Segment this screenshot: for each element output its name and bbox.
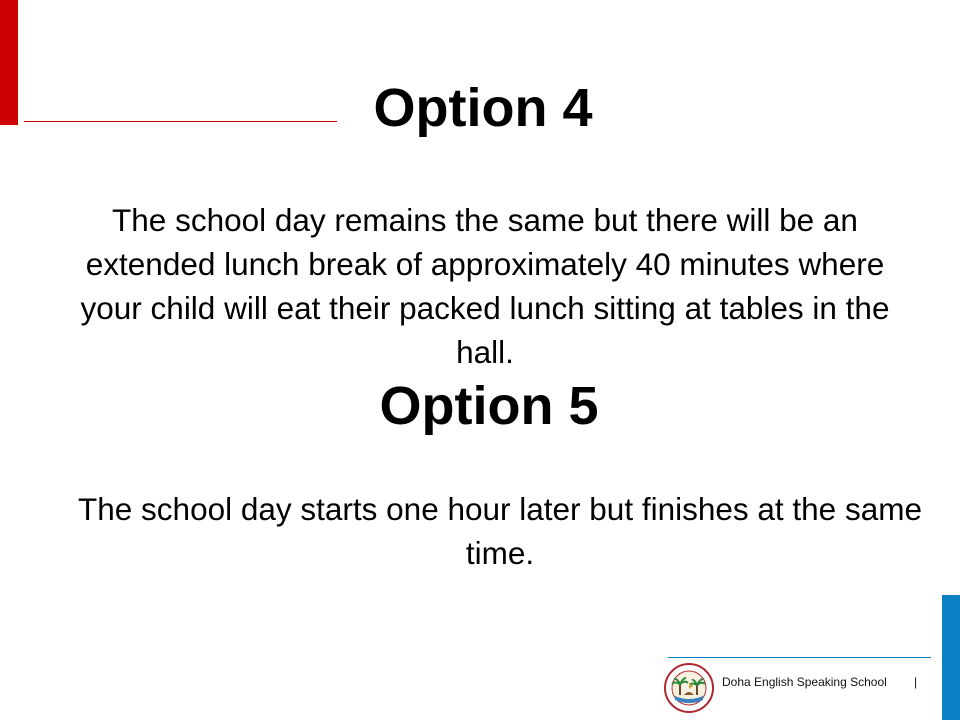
option-5-heading: Option 5	[379, 376, 599, 436]
option-5-description: The school day starts one hour later but finishes at the same time.	[78, 491, 922, 571]
school-crest-icon	[663, 662, 715, 714]
option-4-heading: Option 4	[373, 78, 593, 138]
blue-accent-bar	[942, 595, 960, 720]
option-4-description: The school day remains the same but there will be an extended lunch break of approximately 40 minutes where your child will eat their packed lunch sitting at tables in the hall.	[80, 202, 890, 370]
footer-separator: |	[914, 675, 918, 689]
footer-divider-line	[668, 657, 931, 658]
footer-school-name: Doha English Speaking School	[722, 675, 887, 689]
